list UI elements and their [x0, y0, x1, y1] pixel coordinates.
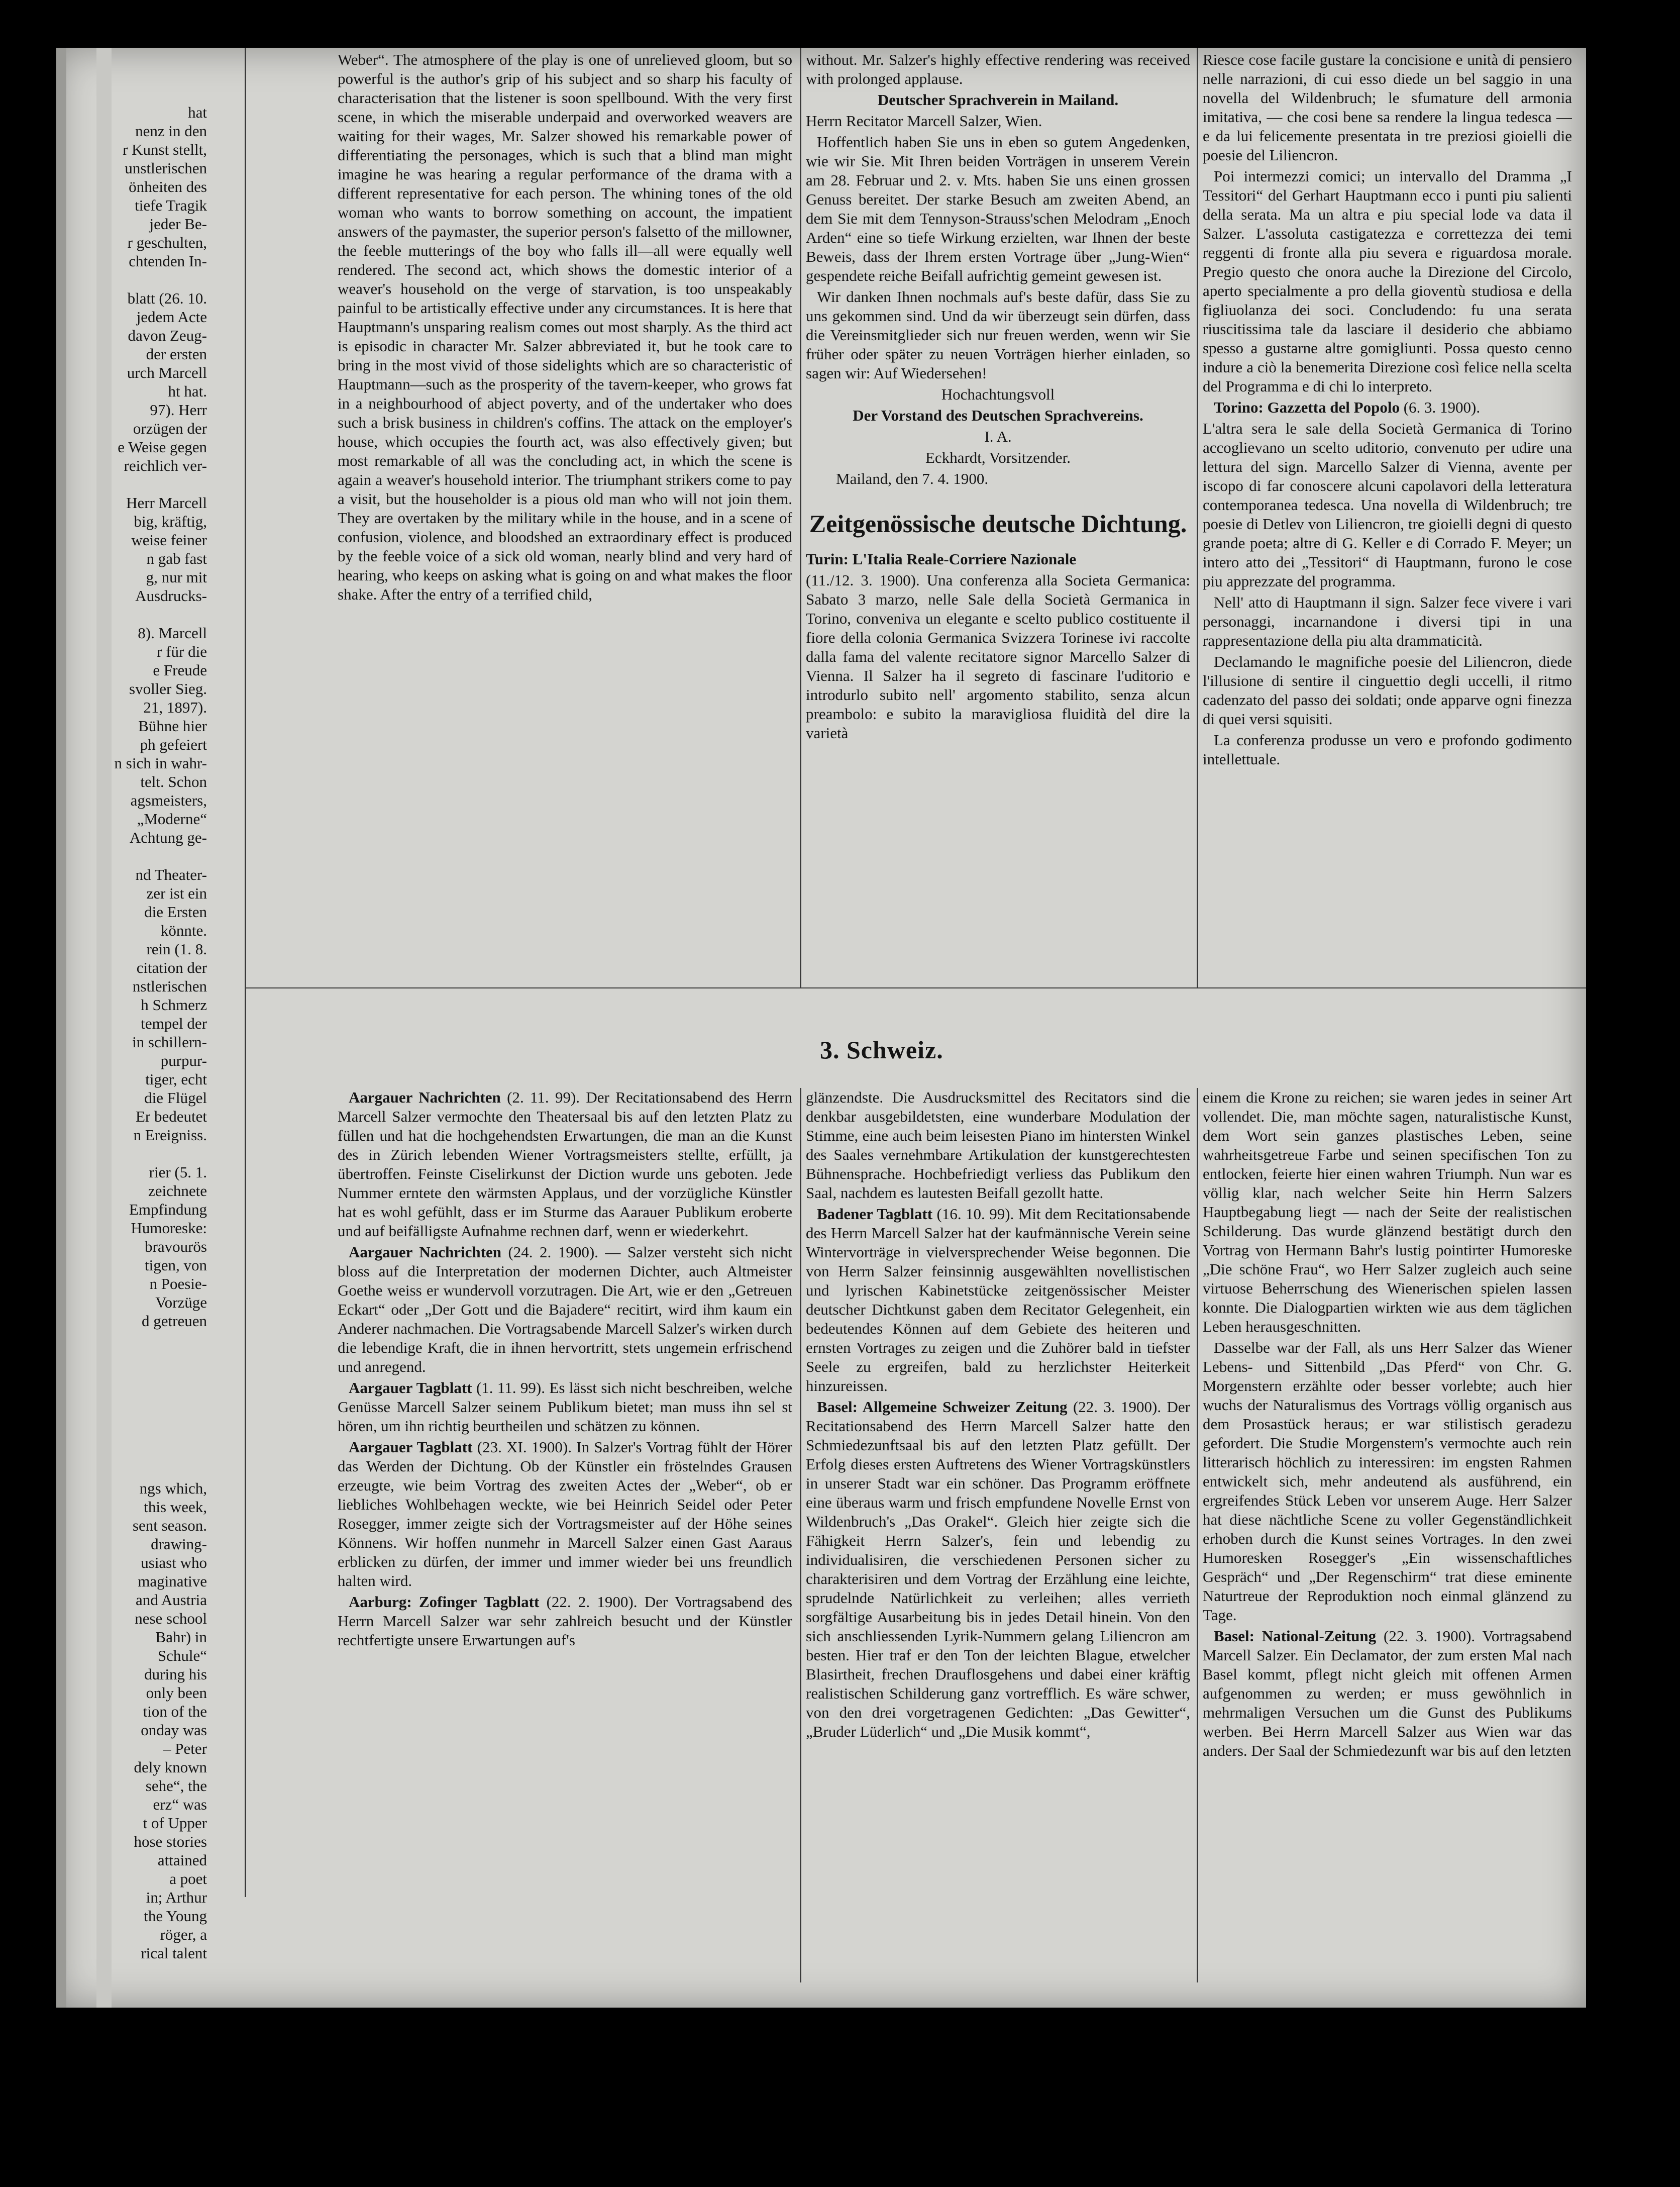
strip-line: agsmeisters,: [130, 791, 207, 809]
strip-line: 8). Marcell: [138, 624, 207, 642]
strip-line: n gab fast: [146, 550, 207, 567]
source-name: Aargauer Tagblatt: [349, 1438, 473, 1456]
strip-line: önheiten des: [129, 178, 207, 195]
strip-line: tiger, echt: [145, 1070, 207, 1088]
strip-line: svoller Sieg.: [129, 680, 207, 698]
review-text: Der Recitationsabend des Herrn Marcell Salzer vermochte den Theatersaal bis auf den letzten Platz zu füllen und hat die hochgehendsten Erwartungen, die man an die Kunst des in Zürich lebenden Wiener Vortragsmeisters stellte, erfüllt, ja übertroffen. Feinste Ciselirkunst der Diction wurde uns geboten. Jede Nummer erntete den wärmsten Applaus, und der vorzügliche Künstler hat es wohl gefühlt, dass er im Sturme das Aarauer Publikum eroberte und auf beifälligste Aufnahme rechnen darf, wenn er wiederkehrt.: [338, 1088, 792, 1240]
strip-line: attained: [157, 1851, 207, 1869]
source-date: (16. 10. 99).: [936, 1205, 1014, 1223]
source-name: Aargauer Nachrichten: [349, 1088, 501, 1106]
italian-review-text: La conferenza produsse un vero e profondo godimento intellettuale.: [1203, 731, 1572, 768]
source-date: (6. 3. 1900).: [1403, 399, 1481, 416]
column-aargau-reviews: [338, 1088, 792, 1982]
letter-closing: Hochachtungsvoll: [941, 385, 1055, 403]
strip-line: Schule“: [157, 1647, 207, 1664]
column-rule-4: [1197, 1088, 1198, 1982]
strip-line: r für die: [157, 643, 207, 660]
strip-line: h Schmerz: [141, 996, 207, 1014]
review-text: Mit dem Recitationsabende des Herrn Marcell Salzer hat der kaufmännische Verein seine Wintervorträge in vielversprechender Weise begonnen. Die von Herrn Salzer feinsinnig ausgewählten novellistischen und lyrischen Kabinetstücke zeitgenössischer Meister deutscher Dichtkunst gaben dem Recitator Gelegenheit, ein bedeutendes Können auf dem Gebiete des heiteren und ernsten Vortrages zu zeigen und die Zuhörer bald in tiefster Seele zu ergreifen, bald zu herzlichster Heiterkeit hinzureissen.: [806, 1205, 1190, 1395]
review-text: Der Vortragsabend des Herrn Marcell Salzer war sehr zahlreich besucht und der Künstler rechtfertigte unsere Erwartungen auf's: [338, 1593, 792, 1649]
source-date: (24. 2. 1900).: [508, 1243, 598, 1261]
strip-line: sent season.: [132, 1517, 207, 1534]
review-text: In Salzer's Vortrag fühlt der Hörer das Werden der Dichtung. Ob der Künstler ein fröstelndes Grausen erzeugte, wie beim Vortrag des zweiten Actes der „Weber“, ob er liebliches Wohlbehagen weckte, wie bei Heinrich Seidel oder Peter Rosegger, immer zeigte sich der Vortragsmeister auf der Höhe seines Könnens. Wir hoffen nunmehr in Marcell Salzer einen Gast Aaraus erblicken zu dürfen, der immer und immer wieder bei uns freundlich halten wird.: [338, 1438, 792, 1589]
strip-line: the Young: [144, 1907, 207, 1925]
strip-line: tigen, von: [145, 1256, 207, 1274]
letter-signature: I. A.: [984, 428, 1012, 445]
column-rule-3: [800, 1088, 801, 1982]
strip-line: weise feiner: [131, 531, 207, 549]
review-entry: [338, 1243, 792, 1376]
strip-line: [56, 1349, 207, 1367]
strip-line: reichlich ver-: [124, 457, 207, 474]
strip-line: [56, 1442, 207, 1460]
column-rule-1: [800, 48, 801, 987]
strip-line: Er bedeutet: [135, 1108, 207, 1125]
section-divider: [245, 987, 1586, 988]
strip-line: and Austria: [135, 1591, 207, 1609]
strip-line: [56, 270, 207, 289]
strip-line: rical talent: [141, 1944, 207, 1962]
letter-paragraph: Hoffentlich haben Sie uns in eben so gutem Angedenken, wie wir Sie. Mit Ihren beiden Vorträgen in unserem Verein am 28. Februar und 2. v. Mts. haben Sie uns einen grossen Genuss bereitet. Der starke Besuch am zweiten Abend, an dem Sie mit dem Tennyson-Strauss'schen Melodram „Enoch Arden“ eine so tiefe Wirkung erzielten, war Ihnen der beste Beweis, dass der Ihrem ersten Vortrage über „Jung-Wien“ gespendete reiche Beifall aufrichtig gemeint gewesen ist.: [806, 133, 1190, 284]
strip-line: Bühne hier: [138, 717, 207, 735]
strip-line: n sich in wahr-: [114, 754, 207, 772]
strip-line: usiast who: [141, 1554, 207, 1571]
review-entry: [338, 1378, 792, 1436]
strip-line: unstlerischen: [125, 159, 207, 177]
strip-line: Humoreske:: [131, 1219, 207, 1237]
letter-addressee: Herrn Recitator Marcell Salzer, Wien.: [806, 112, 1042, 130]
section-title-schweiz: 3. Schweiz.: [820, 1036, 943, 1064]
italian-review-text: L'altra sera le sale della Società Germanica di Torino accoglievano un scelto uditorio, convenuto per udire una lettura del sign. Marcello Salzer di Vienna, avente per iscopo di far conoscere alcuni capolavori della letteratura contemporanea tedesca. Una novella di Wildenbruch; tre poesie di Detlev von Liliencron, tre gioielli degni di questo grande poeta; altre di G. Keller e di Corrado F. Meyer; un intero atto dei „Tessitori“ di Hauptmann, furono le cose piu apprezzate del programma.: [1203, 420, 1572, 590]
source-name: Badener Tagblatt: [817, 1205, 933, 1223]
strip-line: jeder Be-: [149, 215, 207, 233]
source-name: Torino: Gazzetta del Popolo: [1214, 399, 1400, 416]
source-name: Aarburg: Zofinger Tagblatt: [349, 1593, 540, 1611]
strip-line: r Kunst stellt,: [123, 141, 207, 158]
strip-line: blatt (26. 10.: [127, 289, 207, 307]
strip-line: maginative: [138, 1572, 207, 1590]
strip-line: telt. Schon: [140, 773, 207, 790]
strip-line: purpur-: [160, 1052, 207, 1069]
strip-line: hat: [188, 104, 207, 121]
column-sprachverein-letter: [806, 50, 1190, 965]
letter-paragraph: Wir danken Ihnen nochmals auf's beste dafür, dass Sie zu uns gekommen sind. Und da wir überzeugt sein dürfen, dass die Vereinsmitglieder sich nur freuen werden, wenn wir Sie früher oder später zu neuen Vorträgen hierher einladen, so sagen wir: Auf Wiedersehen!: [806, 288, 1190, 382]
strip-line: only been: [146, 1684, 207, 1702]
review-text: Dasselbe war der Fall, als uns Herr Salzer das Wiener Lebens- und Sittenbild „Das Pferd“ von Chr. G. Morgenstern erzählte oder besser vorlebte; auch hier wuchs der Naturalismus des Vortrags völlig organisch aus dem Prosastück heraus; er war stilistisch geradezu gefordert. Die Studie Morgenstern's vermochte auch rein litterarisch höchlich zu interessiren: im engsten Rahmen entwickelt sich, mehr andeutend als ausführend, ein ergreifendes Stück Leben vor unserem Auge. Herr Salzer hat diese nächtliche Scene zu voller Gegenständlichkeit erhoben durch die Kunst seines Vortrages. In den zwei Humoresken Rosegger's „Ein wissenschaftliches Gespräch“ und „Der Regenschirm“ trat diese eminente Naturtreue der Reproduktion noch einmal glänzend zu Tage.: [1203, 1339, 1572, 1624]
strip-line: könnte.: [160, 922, 207, 939]
source-name: Aargauer Tagblatt: [349, 1379, 472, 1397]
letter-heading: Deutscher Sprachverein in Mailand.: [877, 91, 1119, 109]
strip-line: chtenden In-: [129, 252, 207, 270]
column-basel-reviews: [1203, 1088, 1572, 1982]
review-entry: [338, 1593, 792, 1650]
strip-line: n Ereigniss.: [133, 1126, 207, 1144]
review-text: — Salzer versteht sich nicht bloss auf die Interpretation der modernen Dichter, auch Altmeister Goethe weiss er wundervoll vorzutragen. Die Art, wie er den „Getreuen Eckart“ oder „Der Gott und die Bajadere“ recitirt, wird ihm kaum ein Anderer nachmachen. Die Vortragsabende Marcell Salzer's wirken durch die lebendige Kraft, die in ihnen hervortritt, stets ungemein erfrischend und anregend.: [338, 1243, 792, 1375]
strip-line: Ausdrucks-: [135, 587, 207, 605]
strip-line: [56, 475, 207, 493]
strip-line: bravourös: [145, 1238, 207, 1255]
strip-line: Empfindung: [129, 1201, 207, 1218]
letter-intro: without. Mr. Salzer's highly effective rendering was received with prolonged applause.: [806, 51, 1190, 87]
strip-line: der ersten: [146, 345, 207, 363]
strip-line: davon Zeug-: [128, 327, 207, 344]
strip-line: during his: [144, 1665, 207, 1683]
strip-line: „Moderne“: [137, 810, 207, 828]
italian-review-text: (11./12. 3. 1900). Una conferenza alla Societa Germanica: Sabato 3 marzo, nelle Sale della Società Germanica in Torino, conveniva un elegante e scelto publico costituente il fiore della colonia Germanica Svizzera Torinese ivi raccolte dalla fama del valente recitatore signor Marcello Salzer di Vienna. Il Salzer ha il segreto di fascinare l'uditorio e introdurlo subito nell' argomento stabilito, senza alcun preambolo: e subito la maravigliosa fluidità del dire la varietà: [806, 571, 1190, 742]
review-entry: [1203, 1338, 1572, 1625]
review-entry: [1203, 1088, 1572, 1336]
strip-line: drawing-: [151, 1535, 207, 1553]
strip-line: citation der: [136, 959, 207, 976]
strip-line: this week,: [144, 1498, 207, 1516]
strip-line: onday was: [141, 1721, 207, 1739]
review-text: Vortragsabend Marcell Salzer. Ein Declamator, der zum ersten Mal nach Basel kommt, pflegt nicht gleich mit offenen Armen aufgenommen zu werden; er muss gewöhnlich in mehrmaligen Versuchen um die Gunst des Publikums werben. Bei Herrn Marcell Salzer aus Wien war das anders. Der Saal der Schmiedezunft war bis auf den letzten: [1203, 1627, 1572, 1759]
strip-line: hose stories: [134, 1833, 207, 1850]
strip-line: g, nur mit: [146, 568, 207, 586]
review-text: Es lässt sich nicht beschreiben, welche Genüsse Marcell Salzer seinem Publikum bietet; man muss ihn sel st hören, um ihn richtig beurtheilen und schätzen zu können.: [338, 1379, 792, 1435]
italian-review-text: Declamando le magnifiche poesie del Liliencron, diede l'illusione di sentire il cinguettio degli uccelli, il ritmo cadenzato del passo dei soldati; onde apparve ogni finezza di quei versi squisiti.: [1203, 653, 1572, 728]
strip-line: t of Upper: [143, 1814, 207, 1832]
strip-line: [56, 1386, 207, 1405]
source-date: (22. 2. 1900).: [546, 1593, 638, 1611]
english-review-text: Weber“. The atmosphere of the play is one of unrelieved gloom, but so powerful is the author's grip of his subject and so sharp his faculty of characterisation that the listener is soon spellbound. With the very first scene, in which the miserable underpaid and overworked weavers are waiting for their wages, Mr. Salzer showed his remarkable power of differentiating the personages, which is such that a blind man might imagine he was hearing a regular performance of the drama with a different representative for each person. The whining tones of the old woman who wants to borrow something on account, the impatient answers of the paymaster, the superior person's falsetto of the millowner, the feeble mutterings of the boy who falls ill—all were equally well rendered. The second act, which shows the domestic interior of a weaver's household on the verge of starvation, is too unspeakably painful to be artistically effective under any circumstances. It is here that Hauptmann's unsparing realism comes out most sharply. As the third act is episodic in character Mr. Salzer abbreviated it, but he took care to bring in the most vivid of those sidelights which are so characteristic of Hauptmann—such as the prosperity of the tavern-keeper, who grows fat in a neighbourhood of abject poverty, and of the undertaker who does such a brisk business in children's coffins. The attack on the employer's house, which occupies the fourth act, was also effectively given; but most remarkable of all was the concluding act, in which the scene is again a weaver's household interior. The triumphant strikers come to pay a visit, but the householder is a pious old man who will not join them. They are overtaken by the military while in the house, and in a scene of confusion, violence, and bloodshed an extraordinary effect is produced by the feeble voice of a sick old woman, nearly blind and very hard of hearing, who keeps on asking what is going on and what makes the floor shake. After the entry of a terrified child,: [338, 51, 792, 603]
strip-line: [56, 1405, 207, 1423]
italian-review-text: Nell' atto di Hauptmann il sign. Salzer fece vivere i vari personaggi, incarnandone i diversi tipi in una rappresentazione della piu alta drammaticità.: [1203, 593, 1572, 649]
strip-line: Herr Marcell: [126, 494, 207, 512]
strip-line: [56, 1367, 207, 1386]
strip-line: a poet: [169, 1870, 207, 1887]
letter-signature: Der Vorstand des Deutschen Sprachvereins.: [853, 407, 1143, 424]
source-date: (23. XI. 1900).: [477, 1438, 572, 1456]
strip-line: Bahr) in: [155, 1628, 207, 1646]
strip-line: e Freude: [153, 661, 207, 679]
strip-line: zeichnete: [148, 1182, 207, 1200]
review-entry: [338, 1088, 792, 1241]
review-entry: [806, 1205, 1190, 1396]
review-text: Der Recitationsabend des Herrn Marcell Salzer hatte den Schmiedezunftsaal bis auf den letzten Platz gefüllt. Der Erfolg dieses ersten Auftretens des Wiener Vortragskünstlers in unserer Stadt war ein schöner. Das Programm eröffnete eine überaus warm und frisch empfundene Novelle Ernst von Wildenbruch's „Das Orakel“. Gleich hier zeigte sich die Fähigkeit Herrn Salzer's, fein und lebendig zu individualisiren, die verschiedenen Personen sicher zu charakterisiren und dem Vortrag der Erzählung eine leichte, sprudelnde Natürlichkeit zu verleihen; alles verrieth sorgfältige Ausarbeitung bis in jedes Detail hinein. Von den sich anschliessenden Lyrik-Nummern gelang Liliencron am besten. Hier traf er den Ton der leichten Blague, etwelcher Blasirtheit, frechen Drauflosgehens und dabei einer kräftig realistischen Schilderung ganz vortrefflich. Es wäre schwer, von den drei vorgetragenen Gedichten: „Das Gewitter“, „Bruder Lüderlich“ und „Die Musik kommt“,: [806, 1398, 1190, 1740]
strip-line: [56, 1423, 207, 1442]
review-entry: [806, 1398, 1190, 1741]
section-heading-dichtung: Zeitgenössische deutsche Dichtung.: [809, 510, 1187, 538]
cut-off-column-strip: [56, 103, 207, 1962]
strip-line: ht hat.: [168, 382, 207, 400]
strip-line: [56, 605, 207, 624]
strip-line: r geschulten,: [127, 234, 207, 251]
strip-line: n Poesie-: [149, 1275, 207, 1293]
review-entry: [338, 1438, 792, 1590]
strip-line: urch Marcell: [127, 364, 207, 381]
source-name: Basel: Allgemeine Schweizer Zeitung: [817, 1398, 1068, 1416]
strip-line: 21, 1897).: [143, 699, 207, 716]
strip-line: röger, a: [160, 1926, 207, 1943]
strip-line: dely known: [134, 1758, 207, 1776]
italian-review-text: Poi intermezzi comici; un intervallo del Dramma „I Tessitori“ del Gerhart Hauptmann ecco i punti piu salienti della serata. Ma un altra e piu special lode va data il Salzer. L'assoluta castigatezza e correttezza dei temi reggenti di fronte alla piu severa e riguardosa morale. Pregio questo che onora auche la Direzione del Circolo, aperto specialmente a pro della gioventù studiosa e della figliuolanza dei soci. Concludendo: fu una serata riuscitissima tale da lasciare il desiderio che abbiamo spesso a gustarne altre gomigliunti. Possa questo cenno indure a ciò la benemerita Direzione così felice nella scelta del Programma e di chi lo interpreto.: [1203, 167, 1572, 395]
review-entry: [1203, 1627, 1572, 1760]
strip-line: erz“ was: [153, 1796, 207, 1813]
source-date: (2. 11. 99).: [507, 1088, 580, 1106]
strip-line: Achtung ge-: [129, 829, 207, 846]
letter-signature: Eckhardt, Vorsitzender.: [925, 449, 1071, 466]
column-english-review: [338, 50, 792, 965]
strip-line: nese school: [135, 1610, 207, 1627]
letter-date: Mailand, den 7. 4. 1900.: [836, 470, 989, 487]
source-name: Turin: L'Italia Reale-Corriere Nazionale: [806, 550, 1077, 568]
strip-line: d getreuen: [142, 1312, 207, 1330]
strip-line: orzügen der: [133, 420, 207, 437]
source-date: (1. 11. 99).: [476, 1379, 545, 1397]
strip-line: jedem Acte: [136, 308, 207, 326]
strip-line: in schillern-: [132, 1033, 207, 1051]
strip-line: nstlerischen: [132, 977, 207, 995]
source-name: Aargauer Nachrichten: [349, 1243, 501, 1261]
strip-line: ngs which,: [139, 1479, 207, 1497]
strip-line: e Weise gegen: [118, 438, 207, 456]
strip-line: Vorzüge: [155, 1294, 207, 1311]
strip-line: zer ist ein: [146, 884, 207, 902]
strip-line: rein (1. 8.: [146, 940, 207, 958]
strip-line: [56, 1330, 207, 1349]
review-text: einem die Krone zu reichen; sie waren jedes in seiner Art vollendet. Die, man möchte sagen, naturalistische Kunst, dem Wort sein ganzes plastisches Leben, seine wahrheitsgetreue Farbe und seinen specifischen Ton zu entlocken, feierte hier einen wahren Triumph. Nun war es völlig klar, nach welcher Seite hin Herrn Salzers Hauptbegabung liegt — nach der Seite der realistischen Schilderung. Das wurde glänzend bestätigt durch den Vortrag von Hermann Bahr's lustig pointirter Humoreske „Die schöne Frau“, wo Herr Salzer zugleich auch seine virtuose Beherrschung des Wienerischen spielen lassen konnte. Die Dialogpartien wirkten wie aus dem täglichen Leben herausgeschnitten.: [1203, 1088, 1572, 1335]
strip-line: die Flügel: [144, 1089, 207, 1107]
newspaper-clipping-sheet: [56, 48, 1586, 2008]
strip-line: die Ersten: [144, 903, 207, 921]
strip-line: – Peter: [163, 1740, 207, 1757]
review-text: glänzendste. Die Ausdrucksmittel des Recitators sind die denkbar ausgebildetsten, eine wunderbare Modulation der Stimme, eine auch beim leisesten Piano im hintersten Winkel des Saales vernehmbare Artikulation der kunstgerechtesten Bühnensprache. Hochbefriedigt verliess das Publikum den Saal, nachdem es lautesten Beifall gezollt hatte.: [806, 1088, 1190, 1202]
italian-review-text: Riesce cose facile gustare la concisione e unità di pensiero nelle narrazioni, di cui esso diede un bel saggio in una novella del Wildenbruch; le sfumature dell armonia imitativa, — che cosi bene sa rendere la lingua tedesca — e da lui felicemente presentata in tre preziosi gioielli die poesie del Liliencron.: [1203, 51, 1572, 164]
strip-line: tiefe Tragik: [135, 196, 207, 214]
review-entry: [806, 1088, 1190, 1203]
strip-line: ph gefeiert: [140, 736, 207, 753]
strip-line: rier (5. 1.: [149, 1163, 207, 1181]
column-baden-basel-reviews: [806, 1088, 1190, 1982]
column-rule-left: [245, 48, 246, 1897]
strip-line: tion of the: [143, 1703, 207, 1720]
strip-line: [56, 847, 207, 865]
strip-line: big, kräftig,: [134, 513, 207, 530]
strip-line: nd Theater-: [135, 866, 207, 883]
strip-line: nenz in den: [135, 122, 207, 140]
column-rule-2: [1197, 48, 1198, 987]
column-italian-reviews: [1203, 50, 1572, 965]
strip-line: in; Arthur: [146, 1888, 207, 1906]
source-date: (22. 3. 1900).: [1073, 1398, 1162, 1416]
strip-line: 97). Herr: [150, 401, 207, 419]
strip-line: [56, 1460, 207, 1479]
source-date: (22. 3. 1900).: [1384, 1627, 1476, 1645]
strip-line: [56, 1144, 207, 1163]
source-name: Basel: National-Zeitung: [1214, 1627, 1377, 1645]
strip-line: tempel der: [141, 1015, 207, 1032]
strip-line: sehe“, the: [145, 1777, 207, 1795]
